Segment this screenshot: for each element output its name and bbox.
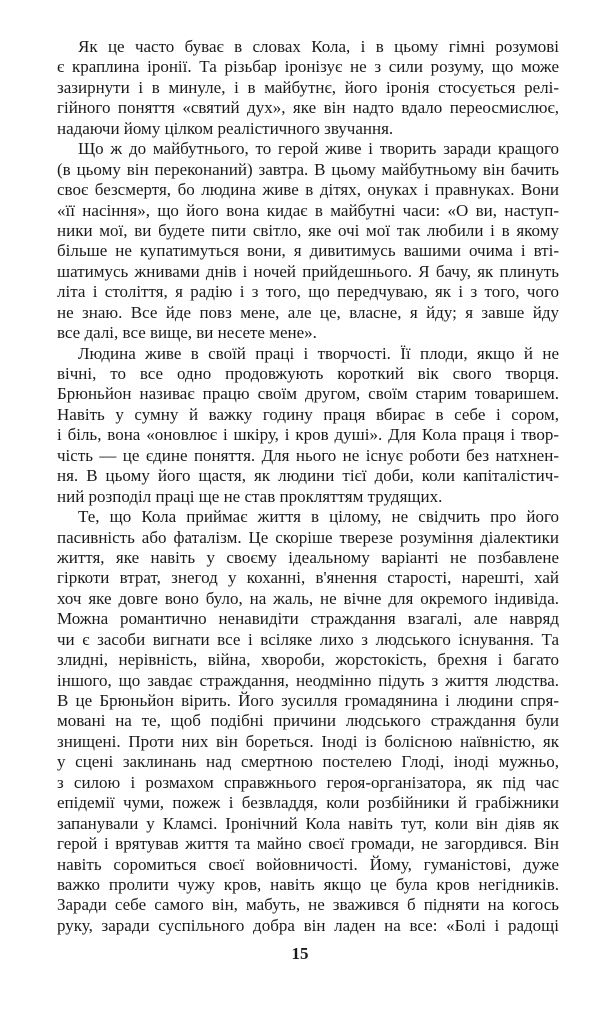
text-line: знищені. Проти них він бореться. Іноді із болісною наївністю, як xyxy=(57,731,559,751)
text-line: В це Брюньйон вірить. Його зусилля громадянина і людини спря- xyxy=(57,691,559,710)
text-line: «її насіння», що його вона кидає в майбутні часи: «О ви, наступ- xyxy=(57,200,559,220)
text-line: гіркоти втрат, знегод у коханні, в'янення старості, нарешті, хай xyxy=(57,568,559,588)
text-line: епідемії чуми, пожеж і безвладдя, коли розбійники й грабіжники xyxy=(57,793,559,813)
text-line: хоч яке довге воно було, на жаль, не вічне для окремого індивіда. xyxy=(57,588,559,608)
text-line: гійного поняття «святий дух», яке він надто вдало переосмислює, xyxy=(57,98,559,118)
text-line: Як це часто буває в словах Кола, і в цьому гімні розумові xyxy=(78,37,559,56)
text-line: Можна романтично ненавидіти страждання взагалі, але навряд xyxy=(57,609,559,629)
text-line: і біль, вона «оновлює і шкіру, і кров душі». Для Кола праця і твор- xyxy=(57,425,559,445)
text-line: Те, що Кола приймає життя в цілому, не свідчить про його xyxy=(78,507,559,527)
page-body xyxy=(57,37,559,936)
text-line: життя, яке навіть у своєму ідеальному варіанті не позбавлене xyxy=(57,547,559,567)
paragraph xyxy=(57,344,559,508)
text-line: чи є засоби вигнати все і всіляке лихо з людського існування. Та xyxy=(57,629,559,649)
text-line: більше не купатимуться вони, я дивитимусь вашими очима і вті- xyxy=(57,241,559,261)
text-line: літа і століття, я радію і з того, що передчуваю, як і з того, чого xyxy=(57,282,559,302)
text-line: ний розподіл праці ще не став прокляттям трудящих. xyxy=(57,486,443,506)
text-line: надаючи йому цілком реалістичного звучання. xyxy=(57,118,394,138)
text-line: запанували у Кламсі. Іронічний Кола навіть тут, коли він діяв як xyxy=(57,813,559,833)
text-line: навіть соромиться своєї войовничості. Йому, гуманістові, дуже xyxy=(57,854,559,874)
text-line: ники мої, ви будете пити світло, яке очі мої так любили і в якому xyxy=(57,220,559,240)
text-line: ня. В цьому його щастя, як людини тієї доби, коли капіталістич- xyxy=(57,466,559,486)
text-line: чість — це єдине поняття. Для нього не існує роботи без натхнен- xyxy=(57,445,559,465)
text-line: не знаю. Все йде повз мене, але це, власне, я йду; я завше йду xyxy=(57,302,559,322)
text-line: пасивність або фаталізм. Це скоріше тверезе розуміння діалектики xyxy=(57,527,559,547)
text-line: іншого, що завдає страждання, неодмінно підуть з життя людства. xyxy=(57,670,559,690)
text-line: важко пролити чужу кров, навіть якщо це була кров негідників. xyxy=(57,874,559,894)
text-line: все далі, все вище, ви несете мене». xyxy=(57,323,317,343)
text-line: Брюньйон називає працю своїм другом, своїм старим товаришем. xyxy=(57,384,559,404)
text-line: шатимусь жнивами днів і ночей прийдешнього. Я бачу, як плинуть xyxy=(57,261,559,281)
text-line: у сцені заклинань над смертною постелею Глоді, іноді мужньо, xyxy=(57,752,559,772)
text-line: своє безсмертя, бо людина живе в дітях, онуках і правнуках. Вони xyxy=(57,180,559,200)
text-line: зазирнути і в минуле, і в майбутнє, його іронія стосується релі- xyxy=(57,77,559,97)
text-line: руку, заради суспільного добра він ладен на все: «Болі і радощі xyxy=(57,915,559,935)
text-line: (в цьому він переконаний) завтра. В цьому майбутньому він бачить xyxy=(57,159,559,179)
text-line: Навіть у сумну й важку годину праця вбирає в себе і сором, xyxy=(57,404,559,424)
text-line: Людина живе в своїй праці і творчості. Її плоди, якщо й не xyxy=(78,343,559,363)
text-line: Заради себе самого він, мабуть, не зважився б підняти на когось xyxy=(57,895,559,915)
paragraph xyxy=(57,37,559,139)
text-line: з силою і розмахом справжнього героя-організатора, як під час xyxy=(57,772,559,792)
text-line: герой і врятував життя та майно своєї громади, не загордився. Він xyxy=(57,834,559,854)
text-line: мовані на те, щоб подібні причини людського страждання були xyxy=(57,711,559,731)
text-line: злидні, нерівність, війна, хвороби, жорстокість, брехня і багато xyxy=(57,650,559,670)
text-line: вічні, то все одно продовжують короткий вік свого творця. xyxy=(57,364,559,383)
paragraph xyxy=(57,507,559,936)
paragraph xyxy=(57,139,559,343)
text-line: є краплина іронії. Та різьбар іронізує не з сили розуму, що може xyxy=(57,57,559,77)
page-number: 15 xyxy=(291,944,309,963)
text-line: Що ж до майбутнього, то герой живе і творить заради кращого xyxy=(78,139,559,159)
